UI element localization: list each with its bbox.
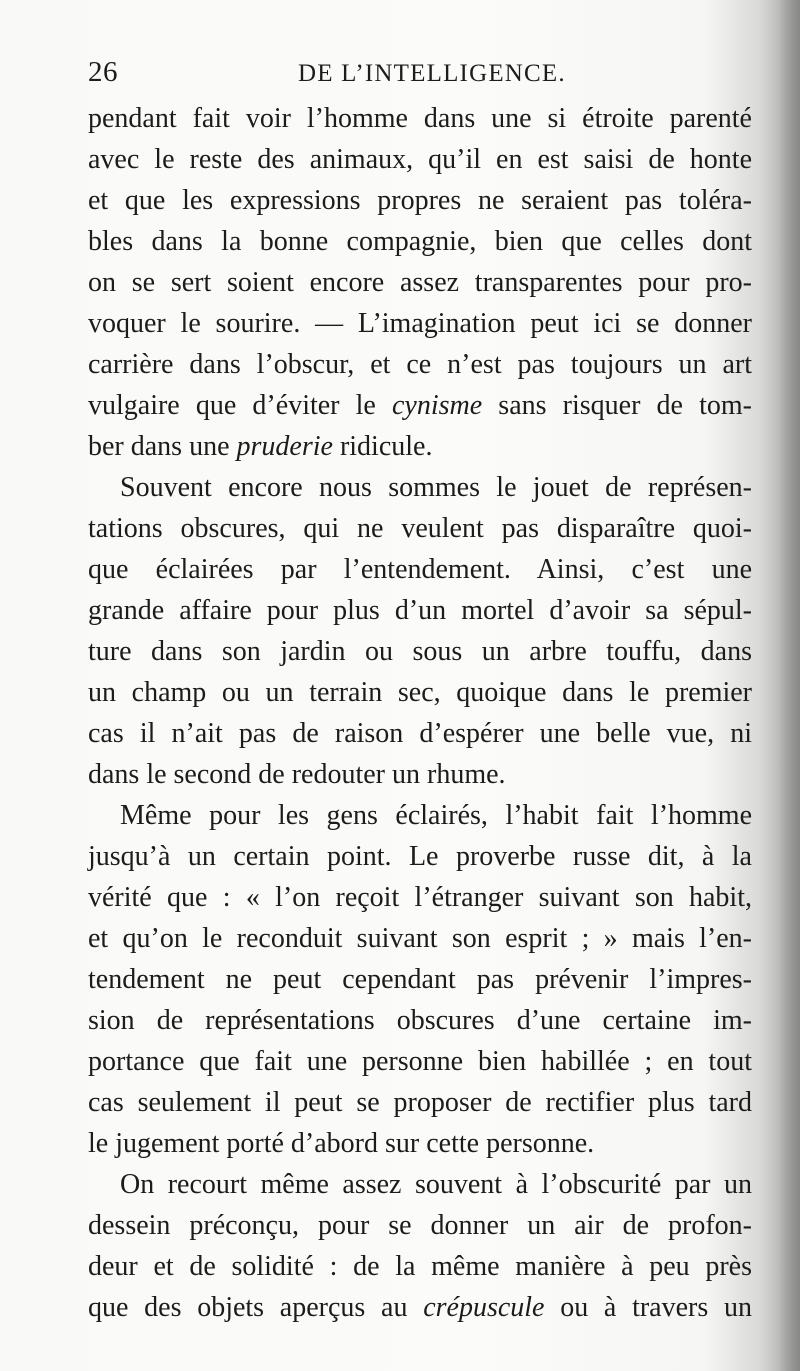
text-run: que des objets aperçus au bbox=[88, 1292, 424, 1323]
text-line: vérité que : « l’on reçoit l’étranger suivant son habit, bbox=[88, 882, 752, 913]
text-line: voquer le sourire. — L’imagination peut ici se donner bbox=[88, 308, 752, 339]
paragraph-start-line: On recourt même assez souvent à l’obscurité par un bbox=[120, 1169, 752, 1200]
paragraph-end-line: dans le second de redouter un rhume. bbox=[88, 759, 506, 790]
text-line: cas seulement il peut se proposer de rectifier plus tard bbox=[88, 1087, 752, 1118]
text-line: portance que fait une personne bien habillée ; en tout bbox=[88, 1046, 752, 1077]
text-line: grande affaire pour plus d’un mortel d’avoir sa sépul- bbox=[88, 595, 752, 626]
page-number: 26 bbox=[88, 56, 118, 88]
page-edge-shadow bbox=[778, 0, 800, 1371]
text-line: avec le reste des animaux, qu’il en est saisi de honte bbox=[88, 144, 752, 175]
text-line: et qu’on le reconduit suivant son esprit ; » mais l’en- bbox=[88, 923, 752, 954]
running-head bbox=[88, 56, 748, 96]
paragraph-end-line: le jugement porté d’abord sur cette personne. bbox=[88, 1128, 595, 1159]
text-run: sans risquer de tom- bbox=[482, 390, 752, 421]
text-line: bles dans la bonne compagnie, bien que celles dont bbox=[88, 226, 752, 257]
text-line: sion de représentations obscures d’une certaine im- bbox=[88, 1005, 752, 1036]
text-line: deur et de solidité : de la même manière à peu près bbox=[88, 1251, 752, 1282]
text-run: ber dans une bbox=[88, 431, 237, 462]
italic-term: crépuscule bbox=[423, 1292, 545, 1323]
text-line: pendant fait voir l’homme dans une si étroite parenté bbox=[88, 103, 752, 134]
text-line: on se sert soient encore assez transparentes pour pro- bbox=[88, 267, 752, 298]
text-line: jusqu’à un certain point. Le proverbe russe dit, à la bbox=[88, 841, 752, 872]
italic-term: pruderie bbox=[236, 431, 333, 462]
running-title: DE L’INTELLIGENCE. bbox=[298, 60, 566, 87]
body-text bbox=[88, 98, 752, 1328]
italic-term: cynisme bbox=[391, 390, 483, 421]
paragraph-start-line: Même pour les gens éclairés, l’habit fait l’homme bbox=[120, 800, 752, 831]
paragraph-start-line: Souvent encore nous sommes le jouet de représen- bbox=[120, 472, 752, 503]
text-line bbox=[88, 385, 752, 426]
text-line: et que les expressions propres ne seraient pas toléra- bbox=[88, 185, 752, 216]
text-line: carrière dans l’obscur, et ce n’est pas toujours un art bbox=[88, 349, 752, 380]
text-line: cas il n’ait pas de raison d’espérer une belle vue, ni bbox=[88, 718, 752, 749]
text-run: ridicule. bbox=[332, 431, 433, 462]
text-run: vulgaire que d’éviter le bbox=[88, 390, 392, 421]
text-line: tations obscures, qui ne veulent pas disparaître quoi- bbox=[88, 513, 752, 544]
paragraph-end-line bbox=[88, 426, 752, 467]
text-line: ture dans son jardin ou sous un arbre touffu, dans bbox=[88, 636, 752, 667]
text-run: ou à travers un bbox=[544, 1292, 752, 1323]
text-line: que éclairées par l’entendement. Ainsi, c’est une bbox=[88, 554, 752, 585]
text-line bbox=[88, 1287, 752, 1328]
text-line: un champ ou un terrain sec, quoique dans le premier bbox=[88, 677, 752, 708]
text-line: tendement ne peut cependant pas prévenir l’impres- bbox=[88, 964, 752, 995]
text-line: dessein préconçu, pour se donner un air de profon- bbox=[88, 1210, 752, 1241]
